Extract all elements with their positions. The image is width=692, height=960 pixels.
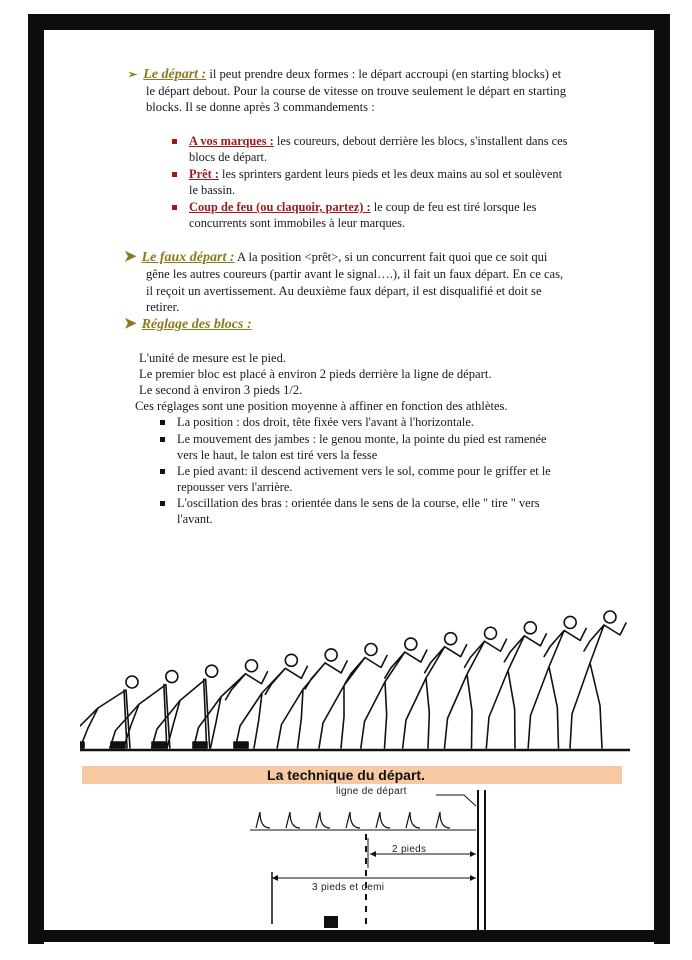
depart-text: il peut prendre deux formes : le départ accroupi (en starting blocks) et xyxy=(209,67,562,81)
runner-figure xyxy=(361,650,427,748)
reglage-bullet-3-line-2: repousser vers l'arrière. xyxy=(177,480,293,494)
reglage-bullet-4: L'oscillation des bras : orientée dans le sens de la course, elle " tire " vers xyxy=(177,496,540,510)
reglage-line-1: L'unité de mesure est le pied. xyxy=(139,351,287,365)
runner-figure xyxy=(528,628,586,748)
depart-line-2: le départ debout. Pour la course de vitesse on trouve seulement le départ en starting xyxy=(146,84,567,98)
command-1-label: A vos marques : xyxy=(189,134,274,148)
faux-depart-line-3: il reçoit un avertissement. Au deuxième faux départ, il est disqualifié et doit se xyxy=(146,284,542,298)
command-1-line-2: blocs de départ. xyxy=(189,150,268,164)
figure-caption: La technique du départ. xyxy=(267,767,425,783)
command-3-label: Coup de feu (ou claquoir, partez) : xyxy=(189,200,371,214)
runner-head xyxy=(285,654,297,666)
reglage-heading xyxy=(124,316,252,333)
command-3 xyxy=(189,199,536,215)
arrow-icon: ➢ xyxy=(128,69,138,81)
runner-figure xyxy=(570,623,626,748)
bullet-square-icon xyxy=(172,205,177,210)
faux-depart-line-2: gêne les autres coureurs (partir avant le signal….), il fait un faux départ. En ce cas, xyxy=(146,267,564,281)
command-2-text: les sprinters gardent leurs pieds et les deux mains au sol et soulèvent xyxy=(222,167,563,181)
faux-depart-line-1 xyxy=(124,249,644,266)
runner-head xyxy=(325,649,337,661)
starting-block xyxy=(234,742,248,748)
command-2-label: Prêt : xyxy=(189,167,219,181)
runner-head xyxy=(604,611,616,623)
runner-figure xyxy=(486,634,546,748)
command-2 xyxy=(189,166,562,182)
bullet-square-icon xyxy=(172,172,177,177)
faux-depart-title: Le faux départ : xyxy=(141,250,235,265)
faux-depart-text: A la position <prêt>, si un concurrent fait quoi que ce soit qui xyxy=(236,250,548,264)
reglage-title: Réglage des blocs : xyxy=(141,317,252,332)
arrow-icon: ➤ xyxy=(124,249,137,265)
reglage-bullet-2: Le mouvement des jambes : le genou monte, la pointe du pied est ramenée xyxy=(177,432,547,446)
depart-line-1 xyxy=(128,66,628,83)
starting-block xyxy=(152,742,166,748)
reglage-line-2: Le premier bloc est placé à environ 2 pieds derrière la ligne de départ. xyxy=(139,367,492,381)
runner-head xyxy=(524,622,536,634)
command-3-line-2: concurrents sont immobiles à leur marques. xyxy=(189,216,406,230)
runner-head xyxy=(126,676,138,688)
block-settings-diagram xyxy=(200,784,500,930)
depart-line-3: blocks. Il se donne après 3 commandements : xyxy=(146,100,375,114)
bullet-square-icon xyxy=(160,469,165,474)
runner-head xyxy=(485,627,497,639)
starting-block xyxy=(193,742,207,748)
runner-head xyxy=(206,665,218,677)
depart-title: Le départ : xyxy=(143,67,207,82)
runner-head xyxy=(564,616,576,628)
reglage-line-4: Ces réglages sont une position moyenne à affiner en fonction des athlètes. xyxy=(135,399,508,413)
command-1 xyxy=(189,133,567,149)
runner-head xyxy=(365,644,377,656)
bullet-square-icon xyxy=(160,437,165,442)
faux-depart-line-4: retirer. xyxy=(146,300,180,314)
reglage-bullet-4-line-2: l'avant. xyxy=(177,512,213,526)
label-3-pieds-et-demi: 3 pieds et demi xyxy=(312,882,385,893)
runner-head xyxy=(166,671,178,683)
runner-figure xyxy=(445,639,507,748)
runner-head xyxy=(445,633,457,645)
reglage-bullet-3: Le pied avant: il descend activement vers le sol, comme pour le griffer et le xyxy=(177,464,551,478)
bullet-square-icon xyxy=(160,420,165,425)
runner-figure xyxy=(277,661,347,748)
command-2-line-2: le bassin. xyxy=(189,183,236,197)
runner-head xyxy=(405,638,417,650)
runner-head xyxy=(246,660,258,672)
label-ligne-de-depart: ligne de départ xyxy=(336,786,407,797)
label-2-pieds: 2 pieds xyxy=(392,844,427,855)
reglage-line-3: Le second à environ 3 pieds 1/2. xyxy=(139,383,303,397)
bullet-square-icon xyxy=(172,139,177,144)
bullet-square-icon xyxy=(160,501,165,506)
starting-block xyxy=(80,742,84,748)
starting-block xyxy=(111,742,125,748)
command-1-text: les coureurs, debout derrière les blocs, s'installent dans ces xyxy=(276,134,568,148)
command-3-text: le coup de feu est tiré lorsque les xyxy=(373,200,537,214)
runner-figure xyxy=(80,690,130,748)
sprint-start-sequence-illustration xyxy=(80,610,630,760)
reglage-bullet-2-line-2: vers le haut, le talon est tiré vers la fesse xyxy=(177,448,378,462)
reglage-bullet-1: La position : dos droit, tête fixée vers l'avant à l'horizontale. xyxy=(177,415,474,429)
runner-figure xyxy=(319,656,387,749)
arrow-icon: ➤ xyxy=(124,316,137,332)
runner-figure xyxy=(235,666,307,748)
